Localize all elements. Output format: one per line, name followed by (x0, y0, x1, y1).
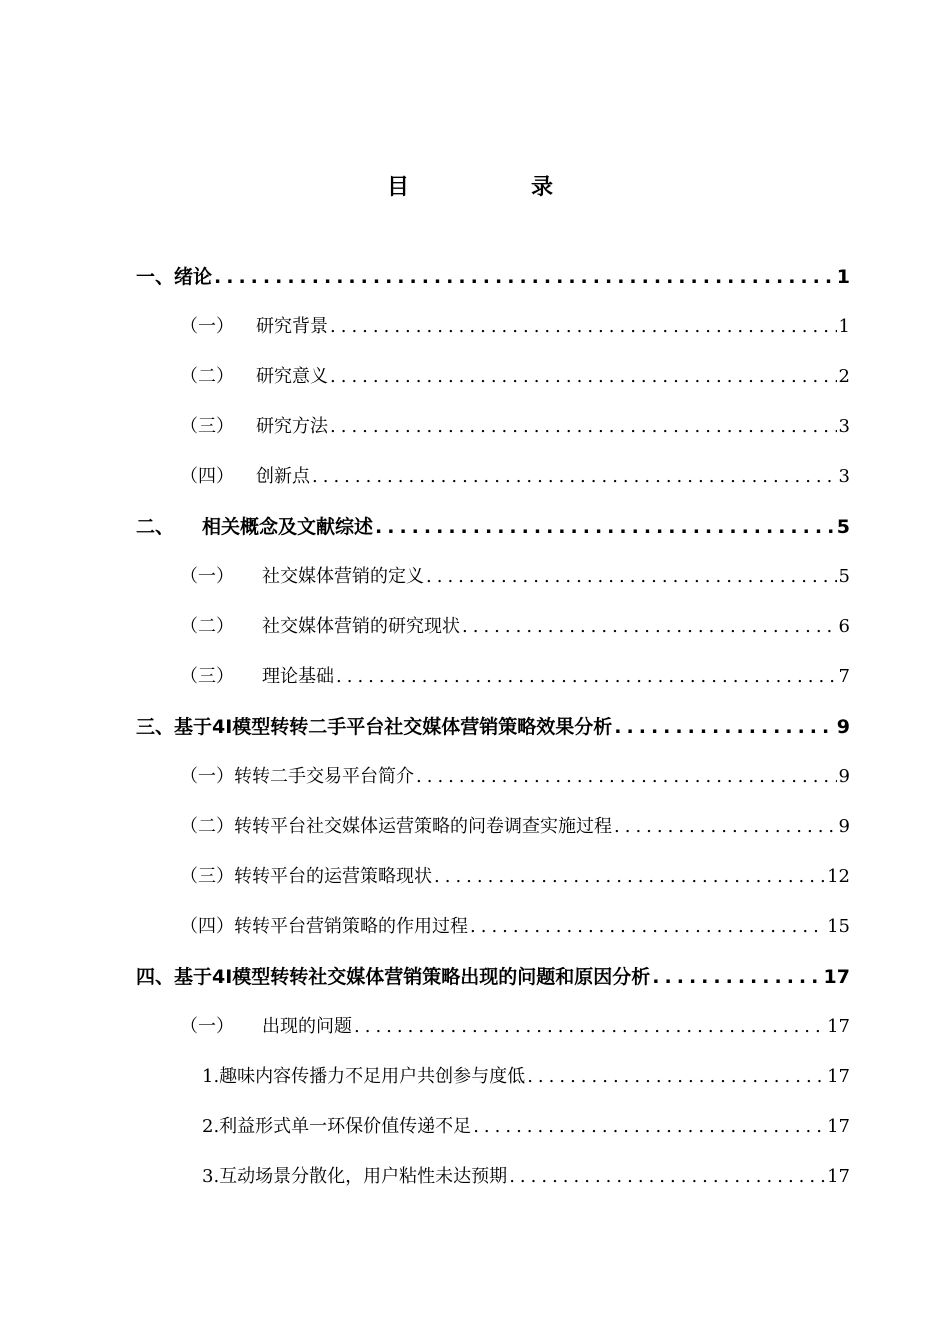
dot-leader (471, 1102, 825, 1152)
dot-leader (212, 252, 835, 302)
dot-leader (612, 702, 834, 752)
toc-page-number: 3 (838, 466, 850, 487)
dot-leader (424, 552, 837, 602)
toc-page-number: 17 (827, 1116, 850, 1137)
toc-page-number: 17 (827, 1166, 850, 1187)
toc-entry-label (180, 602, 460, 652)
dot-leader (507, 1152, 825, 1202)
toc-entry-prefix: （一） (180, 316, 234, 337)
toc-entry-chapter-1[interactable] (136, 252, 850, 302)
toc-page-number: 17 (827, 1066, 850, 1087)
toc-entry-text: 出现的问题 (262, 1016, 352, 1037)
page-title: 目 录 (386, 175, 603, 200)
toc-entry-label (180, 302, 328, 352)
toc-entry-label: （三）转转平台的运营策略现状 (180, 866, 432, 887)
toc-entry-text: 研究意义 (256, 366, 328, 387)
toc-entry-1-1[interactable] (136, 302, 850, 352)
toc-page-number: 17 (827, 1016, 850, 1037)
toc-page-number: 6 (838, 616, 850, 637)
toc-page-number: 1 (838, 316, 850, 337)
toc-page-number: 3 (838, 416, 850, 437)
toc-entry-prefix: 二、 (136, 516, 175, 538)
dot-leader (352, 1002, 825, 1052)
toc-page-number: 2 (838, 366, 850, 387)
toc-entry-1-2[interactable] (136, 352, 850, 402)
toc-entry-prefix: （二） (180, 366, 234, 387)
toc-entry-label: 一、绪论 (136, 266, 213, 288)
dot-leader (612, 802, 837, 852)
toc-entry-text: 研究背景 (256, 316, 328, 337)
toc-entry-prefix: （一） (180, 566, 234, 587)
toc-entry-prefix: （一） (180, 1016, 234, 1037)
toc-entry-label: 三、基于4I模型转转二手平台社交媒体营销策略效果分析 (136, 716, 613, 738)
toc-entry-4-1[interactable] (136, 1002, 850, 1052)
toc-page-number: 15 (827, 916, 850, 937)
toc-entry-label: （四）转转平台营销策略的作用过程 (180, 916, 468, 937)
dot-leader (650, 952, 821, 1002)
toc-page-number: 9 (838, 816, 850, 837)
toc-page-number: 5 (836, 516, 850, 538)
toc-entry-prefix: （二） (180, 616, 234, 637)
toc-entry-label: 3.互动场景分散化，用户粘性未达预期 (202, 1166, 508, 1187)
dot-leader (460, 602, 837, 652)
toc-entry-3-4[interactable] (136, 902, 850, 952)
toc-entry-3-3[interactable] (136, 852, 850, 902)
toc-entry-label (180, 352, 328, 402)
toc-entry-text: 相关概念及文献综述 (202, 516, 374, 538)
dot-leader (468, 902, 825, 952)
toc-entry-2-2[interactable] (136, 602, 850, 652)
table-of-contents (136, 252, 850, 1202)
toc-entry-1-3[interactable] (136, 402, 850, 452)
toc-entry-label: 2.利益形式单一环保价值传递不足 (202, 1116, 472, 1137)
toc-entry-label: 四、基于4I模型转转社交媒体营销策略出现的问题和原因分析 (136, 966, 651, 988)
toc-entry-label (136, 502, 373, 552)
toc-page-number: 1 (836, 266, 850, 288)
toc-entry-label: 1.趣味内容传播力不足用户共创参与度低 (202, 1066, 526, 1087)
toc-entry-prefix: （四） (180, 466, 234, 487)
toc-entry-label: （一）转转二手交易平台简介 (180, 766, 414, 787)
toc-page-number: 5 (838, 566, 850, 587)
toc-entry-4-1-1[interactable] (136, 1052, 850, 1102)
toc-entry-label (180, 652, 334, 702)
toc-entry-text: 研究方法 (256, 416, 328, 437)
toc-entry-3-1[interactable] (136, 752, 850, 802)
toc-page-number: 9 (838, 766, 850, 787)
toc-entry-label (180, 402, 328, 452)
toc-entry-prefix: （三） (180, 666, 234, 687)
toc-entry-2-3[interactable] (136, 652, 850, 702)
toc-entry-chapter-3[interactable] (136, 702, 850, 752)
toc-entry-chapter-2[interactable] (136, 502, 850, 552)
toc-entry-label (180, 452, 310, 502)
toc-entry-4-1-2[interactable] (136, 1102, 850, 1152)
toc-entry-text: 理论基础 (262, 666, 334, 687)
toc-entry-text: 社交媒体营销的定义 (262, 566, 424, 587)
dot-leader (373, 502, 835, 552)
toc-entry-chapter-4[interactable] (136, 952, 850, 1002)
dot-leader (328, 302, 837, 352)
toc-entry-1-4[interactable] (136, 452, 850, 502)
dot-leader (310, 452, 837, 502)
toc-page-number: 7 (838, 666, 850, 687)
toc-entry-4-1-3[interactable] (136, 1152, 850, 1202)
dot-leader (432, 852, 825, 902)
toc-entry-label (180, 1002, 352, 1052)
dot-leader (328, 352, 837, 402)
toc-page-number: 12 (827, 866, 850, 887)
toc-page-number: 17 (823, 966, 850, 988)
toc-entry-label: （二）转转平台社交媒体运营策略的问卷调查实施过程 (180, 816, 612, 837)
toc-page-number: 9 (836, 716, 850, 738)
toc-entry-text: 社交媒体营销的研究现状 (262, 616, 460, 637)
toc-entry-text: 创新点 (256, 466, 310, 487)
dot-leader (414, 752, 837, 802)
toc-entry-3-2[interactable] (136, 802, 850, 852)
dot-leader (328, 402, 837, 452)
toc-entry-2-1[interactable] (136, 552, 850, 602)
dot-leader (525, 1052, 825, 1102)
toc-entry-prefix: （三） (180, 416, 234, 437)
toc-entry-label (180, 552, 424, 602)
dot-leader (334, 652, 837, 702)
